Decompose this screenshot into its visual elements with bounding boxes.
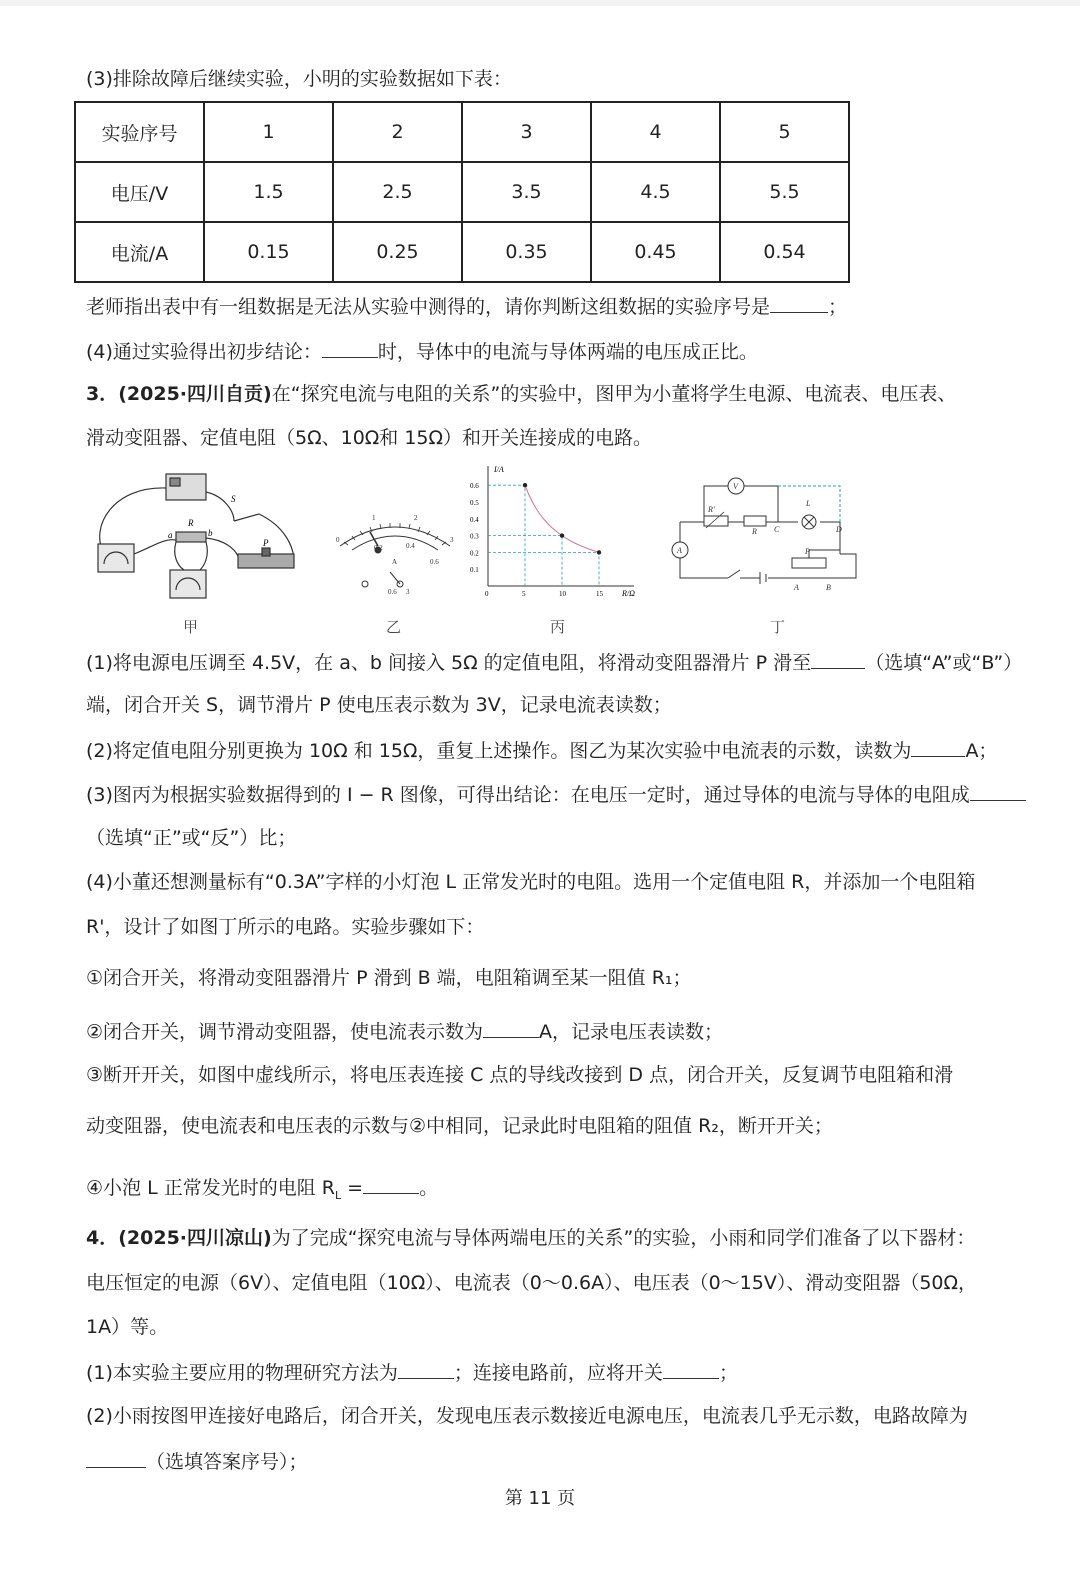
dial-label: 2 bbox=[414, 514, 418, 522]
q2-part4 bbox=[86, 337, 758, 365]
circuit-label: L bbox=[806, 499, 811, 508]
q3-part3-cont: （选填“正”或“反”）比； bbox=[86, 827, 297, 849]
q3-stem-2: 滑动变阻器、定值电阻（5Ω、10Ω和 15Ω）和开关连接成的电路。 bbox=[86, 427, 653, 449]
note-end: ； bbox=[828, 296, 848, 318]
step-eq: = bbox=[341, 1177, 364, 1199]
stem-text: 在“探究电流与电阻的关系”的实验中，图甲为小董将学生电源、电流表、电压表、 bbox=[271, 383, 957, 405]
dial-label: 3 bbox=[406, 588, 410, 596]
dial-label: 0.4 bbox=[406, 542, 415, 550]
apparatus-label: a bbox=[168, 530, 173, 540]
data-point bbox=[523, 483, 527, 487]
table-cell: 0.25 bbox=[333, 222, 462, 282]
q2-part3-intro: (3)排除故障后继续实验，小明的实验数据如下表： bbox=[86, 68, 512, 90]
dial-label: 3 bbox=[450, 536, 454, 544]
figure-ir-graph bbox=[466, 460, 646, 600]
figure-caption: 甲 bbox=[183, 618, 199, 636]
table-cell: 实验序号 bbox=[75, 102, 204, 162]
apparatus-label: P bbox=[263, 538, 269, 548]
dial-label: 0.6 bbox=[430, 558, 439, 566]
answer-blank[interactable] bbox=[363, 1173, 419, 1194]
figure-ammeter bbox=[330, 506, 460, 598]
answer-blank[interactable] bbox=[398, 1358, 454, 1379]
circuit-label: R' bbox=[708, 505, 715, 514]
data-point bbox=[560, 533, 564, 537]
x-tick-label: 10 bbox=[559, 590, 566, 598]
part-text-end: ； bbox=[718, 1362, 738, 1384]
answer-blank[interactable] bbox=[811, 648, 865, 669]
x-tick-label: 0 bbox=[485, 590, 489, 598]
answer-blank[interactable] bbox=[86, 1447, 146, 1468]
figure-apparatus bbox=[84, 466, 306, 608]
q3-step2 bbox=[86, 1017, 723, 1045]
part-text: (1)将电源电压调至 4.5V，在 a、b 间接入 5Ω 的定值电阻，将滑动变阻器滑片 P 滑至 bbox=[86, 652, 812, 674]
x-tick-label: 15 bbox=[596, 590, 603, 598]
circuit-label: R bbox=[752, 527, 757, 536]
y-tick-label: 0.3 bbox=[470, 532, 479, 541]
circuit-label: A bbox=[794, 583, 799, 592]
table-cell: 4.5 bbox=[591, 162, 720, 222]
q4-part2: (2)小雨按图甲连接好电路后，闭合开关，发现电压表示数接近电源电压，电流表几乎无示数，电路故障为 bbox=[86, 1405, 968, 1427]
part-text-end: （选填答案序号）； bbox=[146, 1451, 308, 1473]
answer-blank[interactable] bbox=[970, 780, 1026, 801]
q3-stem-1 bbox=[86, 381, 956, 407]
table-cell: 5.5 bbox=[720, 162, 849, 222]
table-cell: 5 bbox=[720, 102, 849, 162]
q3-step3: ③断开开关，如图中虚线所示，将电压表连接 C 点的导线改接到 D 点，闭合开关，反复调节电阻箱和滑 bbox=[86, 1064, 954, 1086]
q4-part2-cont bbox=[86, 1447, 308, 1475]
answer-blank[interactable] bbox=[770, 292, 828, 313]
y-tick-label: 0.4 bbox=[470, 515, 479, 524]
table-cell: 2.5 bbox=[333, 162, 462, 222]
q3-part1 bbox=[86, 648, 1022, 676]
table-cell: 2 bbox=[333, 102, 462, 162]
table-cell: 0.54 bbox=[720, 222, 849, 282]
apparatus-label: R bbox=[188, 518, 194, 528]
part-text: (1)本实验主要应用的物理研究方法为 bbox=[86, 1362, 398, 1384]
circuit-label: A bbox=[677, 546, 682, 555]
q4-part1 bbox=[86, 1358, 738, 1386]
table-row bbox=[75, 162, 849, 222]
y-tick-label: 0.5 bbox=[470, 499, 479, 507]
table-cell: 0.35 bbox=[462, 222, 591, 282]
y-axis-label: I/A bbox=[494, 465, 504, 474]
q4-stem-1 bbox=[86, 1225, 975, 1251]
answer-blank[interactable] bbox=[483, 1017, 539, 1038]
table-cell: 3 bbox=[462, 102, 591, 162]
q3-step4 bbox=[86, 1173, 438, 1209]
step-end: 。 bbox=[419, 1177, 439, 1199]
table-cell: 3.5 bbox=[462, 162, 591, 222]
dial-label: A bbox=[392, 558, 398, 566]
top-edge bbox=[0, 0, 1080, 6]
x-axis-label: R/Ω bbox=[622, 589, 635, 598]
step-text: ②闭合开关，调节滑动变阻器，使电流表示数为 bbox=[86, 1021, 484, 1043]
q3-part4-cont: R'，设计了如图丁所示的电路。实验步骤如下： bbox=[86, 916, 485, 938]
q4-stem-2: 电压恒定的电源（6V）、定值电阻（10Ω）、电流表（0～0.6A）、电压表（0～15V）、滑动变阻器（50Ω， bbox=[86, 1272, 978, 1294]
answer-blank[interactable] bbox=[663, 1358, 719, 1379]
table-cell: 0.45 bbox=[591, 222, 720, 282]
table-cell: 4 bbox=[591, 102, 720, 162]
figure-caption: 丙 bbox=[550, 618, 566, 636]
part4-text: (4)通过实验得出初步结论： bbox=[86, 341, 322, 363]
figure-caption: 丁 bbox=[770, 618, 786, 636]
q3-step3-cont: 动变阻器，使电流表和电压表的示数与②中相同，记录此时电阻箱的阻值 R₂，断开开关； bbox=[86, 1115, 833, 1137]
part-text: (3)图丙为根据实验数据得到的 I − R 图像，可得出结论：在电压一定时，通过导体的电流与导体的电阻成 bbox=[86, 784, 970, 806]
y-tick-label: 0.2 bbox=[470, 549, 479, 558]
data-point bbox=[597, 550, 601, 554]
question-number: 3． bbox=[86, 383, 119, 405]
table-row bbox=[75, 102, 849, 162]
table-row bbox=[75, 222, 849, 282]
answer-blank[interactable] bbox=[322, 337, 378, 358]
question-source: (2025·四川凉山) bbox=[118, 1227, 272, 1249]
stem-text: 为了完成“探究电流与导体两端电压的关系”的实验，小雨和同学们准备了以下器材： bbox=[271, 1227, 976, 1249]
circuit-label: P bbox=[805, 547, 810, 556]
table-cell: 1 bbox=[204, 102, 333, 162]
circuit-label: C bbox=[774, 525, 780, 534]
q2-teacher-note bbox=[86, 292, 847, 320]
q3-part2 bbox=[86, 736, 997, 764]
part-text: (2)将定值电阻分别更换为 10Ω 和 15Ω，重复上述操作。图乙为某次实验中电流表的示数，读数为 bbox=[86, 740, 912, 762]
y-tick-label: 0.6 bbox=[470, 482, 479, 491]
part-text-end: A； bbox=[965, 740, 998, 762]
apparatus-label: b bbox=[208, 528, 213, 538]
apparatus-label: S bbox=[231, 494, 236, 504]
dial-label: 1 bbox=[372, 514, 376, 522]
q3-part3 bbox=[86, 780, 1026, 808]
q3-part1-cont: 端，闭合开关 S，调节滑片 P 使电压表示数为 3V，记录电流表读数； bbox=[86, 694, 672, 716]
circuit-label: V bbox=[733, 482, 738, 491]
question-source: (2025·四川自贡) bbox=[118, 383, 272, 405]
q3-part4: (4)小董还想测量标有“0.3A”字样的小灯泡 L 正常发光时的电阻。选用一个定值电阻 R，并添加一个电阻箱 bbox=[86, 871, 976, 893]
table-cell: 1.5 bbox=[204, 162, 333, 222]
part-text-end: （选填“A”或“B”） bbox=[865, 652, 1023, 674]
step-text-end: A，记录电压表读数； bbox=[539, 1021, 724, 1043]
circuit-label: B bbox=[826, 583, 831, 592]
part-text-mid: ；连接电路前，应将开关 bbox=[453, 1362, 663, 1384]
page-footer: 第 11 页 bbox=[504, 1488, 576, 1509]
q3-step1: ①闭合开关，将滑动变阻器滑片 P 滑到 B 端，电阻箱调至某一阻值 R₁； bbox=[86, 967, 692, 989]
table-cell: 电压/V bbox=[75, 162, 204, 222]
dial-label: 0.2 bbox=[374, 544, 383, 552]
table-cell: 电流/A bbox=[75, 222, 204, 282]
q4-stem-3: 1A）等。 bbox=[86, 1316, 169, 1338]
part4-text-end: 时，导体中的电流与导体两端的电压成正比。 bbox=[377, 341, 758, 363]
figure-caption: 乙 bbox=[386, 618, 402, 636]
dial-label: 0.6 bbox=[388, 588, 397, 596]
step-text: ④小泡 L 正常发光时的电阻 R bbox=[86, 1177, 335, 1199]
note-text: 老师指出表中有一组数据是无法从实验中测得的，请你判断这组数据的实验序号是 bbox=[86, 296, 771, 318]
x-tick-label: 5 bbox=[522, 590, 526, 598]
question-number: 4． bbox=[86, 1227, 119, 1249]
circuit-label: D bbox=[836, 525, 842, 534]
table-cell: 0.15 bbox=[204, 222, 333, 282]
data-table bbox=[74, 101, 850, 283]
figure-circuit bbox=[664, 470, 864, 600]
answer-blank[interactable] bbox=[911, 736, 965, 757]
subscript: L bbox=[334, 1188, 342, 1202]
guide-line bbox=[488, 552, 599, 586]
y-tick-label: 0.1 bbox=[470, 566, 479, 575]
dial-label: 0 bbox=[336, 536, 340, 544]
